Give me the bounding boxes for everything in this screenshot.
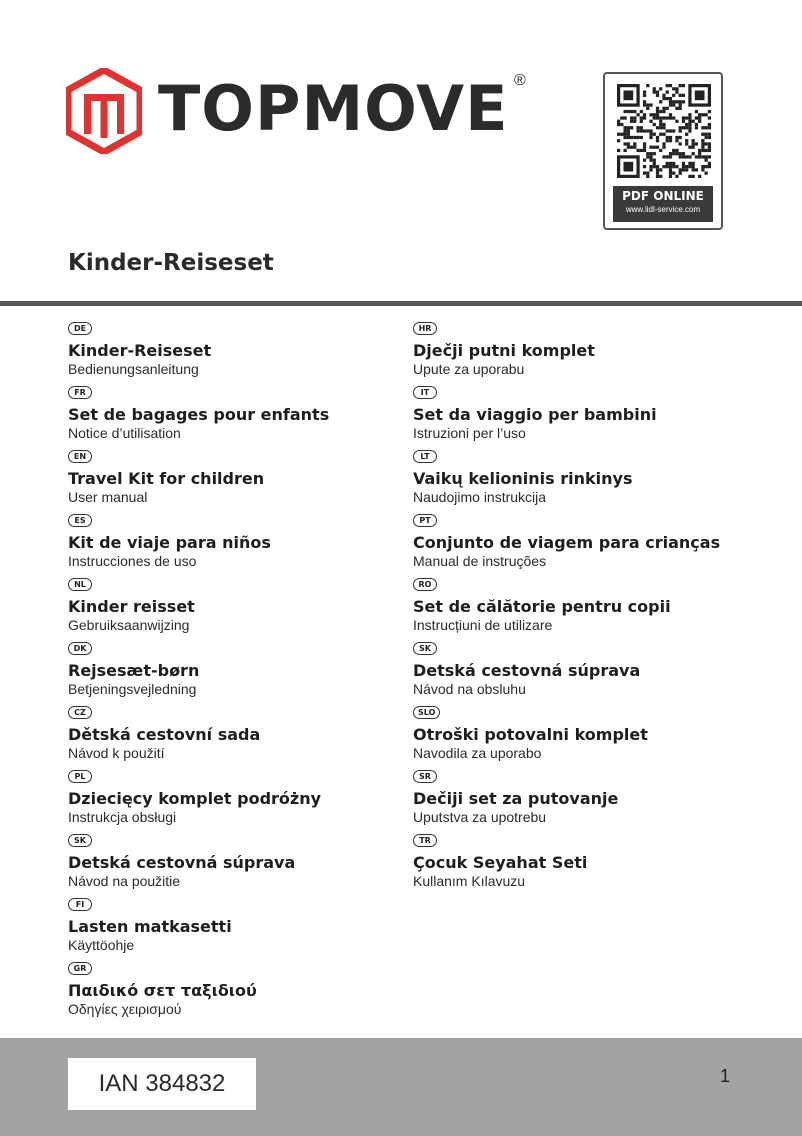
language-entry xyxy=(413,638,753,702)
language-title: Detská cestovná súprava xyxy=(68,853,296,872)
language-title: Παιδικό σετ ταξιδιού xyxy=(68,981,257,1000)
language-subtitle: Instrucțiuni de utilizare xyxy=(413,617,553,633)
language-badge: FI xyxy=(68,898,92,911)
language-subtitle: Gebruiksaanwijzing xyxy=(68,617,190,633)
language-subtitle: Návod na obsluhu xyxy=(413,681,526,697)
topmove-logo-icon xyxy=(66,68,142,154)
ian-number: IAN 384832 xyxy=(68,1058,256,1110)
language-subtitle: Naudojimo instrukcija xyxy=(413,489,547,505)
page-number: 1 xyxy=(720,1066,731,1086)
language-title: Set de călătorie pentru copii xyxy=(413,597,671,616)
language-entry xyxy=(413,318,753,382)
language-entry xyxy=(413,766,753,830)
language-entry xyxy=(413,702,753,766)
language-subtitle: Οδηγίες χειρισμού xyxy=(68,1001,182,1017)
language-title: Kinder-Reiseset xyxy=(68,341,212,360)
language-subtitle: Istruzioni per l’uso xyxy=(413,425,526,441)
language-entry xyxy=(413,382,753,446)
language-badge: CZ xyxy=(68,706,92,719)
language-entry xyxy=(68,638,408,702)
language-badge: NL xyxy=(68,578,92,591)
language-entry xyxy=(413,830,753,894)
language-badge: EN xyxy=(68,450,92,463)
language-subtitle: User manual xyxy=(68,489,148,505)
language-title: Conjunto de viagem para crianças xyxy=(413,533,721,552)
language-subtitle: Návod na použitie xyxy=(68,873,181,889)
page-title: Kinder-Reiseset xyxy=(68,250,274,276)
language-entry xyxy=(68,510,408,574)
language-subtitle: Kullanım Kılavuzu xyxy=(413,873,526,889)
language-title: Rejsesæt-børn xyxy=(68,661,200,680)
language-subtitle: Instrucciones de uso xyxy=(68,553,197,569)
language-title: Dečiji set za putovanje xyxy=(413,789,619,808)
language-entry xyxy=(68,830,408,894)
registered-mark: ® xyxy=(514,72,526,89)
language-badge: FR xyxy=(68,386,92,399)
language-badge: HR xyxy=(413,322,437,335)
qr-label-title: PDF ONLINE xyxy=(622,189,704,203)
language-entry xyxy=(413,510,753,574)
qr-code-panel[interactable] xyxy=(603,72,723,230)
language-badge: PT xyxy=(413,514,437,527)
language-badge: GR xyxy=(68,962,92,975)
language-badge: DK xyxy=(68,642,92,655)
language-subtitle: Instrukcja obsługi xyxy=(68,809,177,825)
language-entry xyxy=(413,574,753,638)
language-badge: SR xyxy=(413,770,437,783)
brand-name: TOPMOVE xyxy=(158,72,509,145)
qr-label xyxy=(613,186,713,222)
language-entry xyxy=(413,446,753,510)
footer-bar xyxy=(0,1038,802,1136)
language-entry xyxy=(68,382,408,446)
language-subtitle: Käyttöohje xyxy=(68,937,135,953)
language-title: Çocuk Seyahat Seti xyxy=(413,853,588,872)
language-subtitle: Bedienungsanleitung xyxy=(68,361,199,377)
language-title: Travel Kit for children xyxy=(68,469,265,488)
language-badge: TR xyxy=(413,834,437,847)
language-list-left xyxy=(68,318,408,1022)
language-entry xyxy=(68,574,408,638)
language-title: Otroški potovalni komplet xyxy=(413,725,648,744)
language-entry xyxy=(68,958,408,1022)
language-subtitle: Manual de instruções xyxy=(413,553,547,569)
language-subtitle: Notice d’utilisation xyxy=(68,425,181,441)
language-subtitle: Upute za uporabu xyxy=(413,361,525,377)
language-entry xyxy=(68,766,408,830)
language-title: Kit de viaje para niños xyxy=(68,533,271,552)
brand-logo xyxy=(66,68,536,154)
language-title: Kinder reisset xyxy=(68,597,195,616)
language-list-right xyxy=(413,318,753,894)
language-entry xyxy=(68,702,408,766)
language-title: Dětská cestovní sada xyxy=(68,725,261,744)
language-badge: SLO xyxy=(413,706,440,719)
language-badge: PL xyxy=(68,770,92,783)
language-badge: IT xyxy=(413,386,437,399)
language-subtitle: Návod k použití xyxy=(68,745,165,761)
language-title: Lasten matkasetti xyxy=(68,917,232,936)
language-badge: SK xyxy=(413,642,437,655)
language-entry xyxy=(68,446,408,510)
language-badge: DE xyxy=(68,322,92,335)
language-title: Detská cestovná súprava xyxy=(413,661,641,680)
language-subtitle: Navodila za uporabo xyxy=(413,745,542,761)
language-title: Set de bagages pour enfants xyxy=(68,405,330,424)
language-entry xyxy=(68,894,408,958)
language-title: Vaikų kelioninis rinkinys xyxy=(413,469,633,488)
divider xyxy=(0,301,802,306)
language-badge: SK xyxy=(68,834,92,847)
language-badge: RO xyxy=(413,578,437,591)
qr-code-icon xyxy=(617,84,711,178)
language-subtitle: Uputstva za upotrebu xyxy=(413,809,547,825)
language-badge: ES xyxy=(68,514,92,527)
qr-label-url: www.lidl-service.com xyxy=(625,205,701,214)
language-title: Dječji putni komplet xyxy=(413,341,595,360)
language-badge: LT xyxy=(413,450,437,463)
language-title: Set da viaggio per bambini xyxy=(413,405,657,424)
language-subtitle: Betjeningsvejledning xyxy=(68,681,197,697)
language-entry xyxy=(68,318,408,382)
language-title: Dziecięcy komplet podróżny xyxy=(68,789,322,808)
